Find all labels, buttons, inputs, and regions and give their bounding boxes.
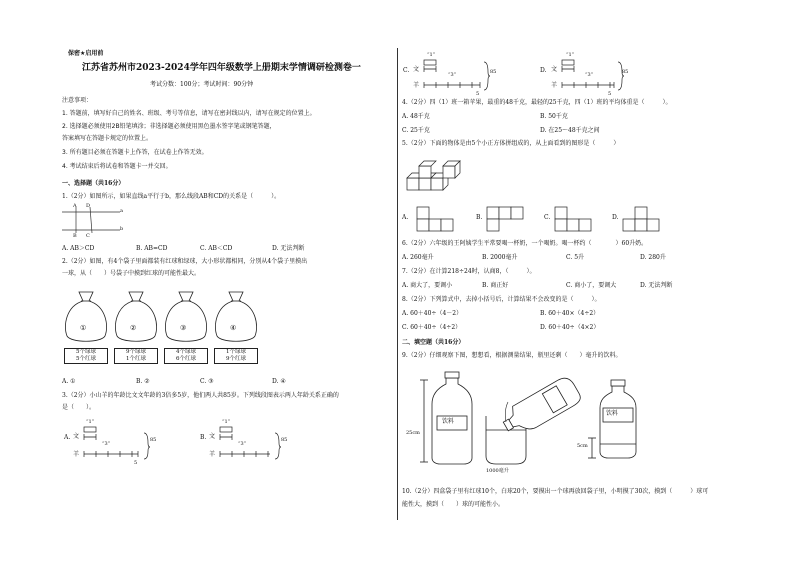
bag-number: ② [130,324,137,332]
q2-option-c[interactable]: C. ③ [200,378,214,385]
q2-option-d[interactable]: D. ④ [272,378,286,385]
q1-option-d[interactable]: D. 无法判断 [272,245,305,252]
q7-option-a[interactable]: A. 商大了，要调小 [402,282,453,289]
q4-option-c[interactable]: C. 25千克 [402,127,430,134]
notes-heading: 注意事项： [62,97,93,104]
note-item: 3. 所有题目必须在答题卡上作答，在试卷上作答无效。 [62,149,208,156]
question-10-stem-line1: 10.（2分）四盒袋子里有红球10个，白球20个，要摸出一个球再放回袋子里，小明摸了30次，摸到（ ）球可 [402,488,709,495]
drink-label-left: 饮料 [442,418,455,425]
page-title: 江苏省苏州市2023-2024学年四年级数学上册期末学情调研检测卷一 [82,63,361,73]
parallel-lines-figure [62,203,122,241]
question-7-stem: 7.（2分）在计算218÷24时，认商8，（ ）。 [402,268,536,275]
drink-label-right: 饮料 [606,410,619,417]
beaker-label-1000ml: 1000毫升 [486,468,509,474]
bag-icon [212,290,260,344]
question-4-stem: 4.（2分）四（1）班一箱苹果，最重的48千克，最轻的25千克，四（1）班的平均体重是（ ）。 [402,99,672,106]
q1-option-b[interactable]: B. AB=CD [136,245,168,252]
height-label-25cm: 25cm [406,430,420,436]
q6-option-d[interactable]: D. 280升 [640,254,666,261]
q8-option-d[interactable]: D. 60＋40÷（4×2） [540,324,600,331]
line-segment-diagram [560,58,630,96]
q8-option-b[interactable]: B. 60＋40×（4÷2） [540,310,600,317]
fig-label-a: A [73,203,77,209]
q6-option-a[interactable]: A. 260毫升 [402,254,434,261]
note-item: 4. 考试结束后将试卷和答题卡一并交回。 [62,163,172,170]
q2-option-b[interactable]: B. ② [136,378,150,385]
bag-label: 9个绿球 1个红球 [114,348,158,364]
note-item: 2. 选择题必须使用2B铅笔填涂；非选择题必须使用黑色墨水签字笔或钢笔答题， [62,123,276,130]
fig-label-line-b: b [120,226,124,232]
question-3-stem-line1: 3.（2分）小山羊的年龄比文文年龄的3倍多5岁，他们两人共85岁。下列线段图表示两人年龄关系正确的 [62,392,339,399]
q6-option-c[interactable]: C. 5升 [566,254,585,261]
question-6-stem: 6.（2分）六年级的王阿姨学生平常要喝一杯奶，一个喝奶。喝一杯约（ ）60升奶。 [402,240,648,247]
q2-option-a[interactable]: A. ① [62,378,76,385]
bag-icon [62,290,110,344]
question-5-stem: 5.（2分）下面的物体是由5个小正方体拼组成的，从上面看到的图形是（ ） [402,140,620,147]
height-label-5cm: 5cm [577,443,588,449]
q7-option-d[interactable]: D. 无法判断 [640,282,673,289]
bag-number: ④ [230,324,237,332]
fig-label-b: B [73,233,77,239]
q8-option-a[interactable]: A. 60＋40÷（4－2） [402,310,463,317]
question-3-stem-line2: 是（ ）。 [62,404,96,411]
line-segment-diagram [82,425,152,463]
q4-option-b[interactable]: B. 50千克 [540,113,568,120]
line-segment-diagram [422,58,492,96]
question-2-stem-line2: 一球，从（ ）号袋子中摸到红球的可能性最大。 [62,270,201,277]
question-10-stem-line2: 能性大，摸到（ ）球的可能性小。 [402,501,505,508]
bag-label: 5个绿球 5个红球 [64,348,108,364]
column-divider [397,48,398,520]
bag-number: ③ [180,324,187,332]
question-8-stem: 8.（2分）下列算式中，去掉小括号后，计算结果不会改变的是（ ）。 [402,296,601,303]
fig-label-d: D [86,203,91,209]
fig-label-line-a: a [120,208,123,214]
bag-icon [112,290,160,344]
top-view-shape [622,206,664,232]
q8-option-c[interactable]: C. 60＋40÷（4÷2） [402,324,462,331]
q6-option-b[interactable]: B. 2000毫升 [482,254,518,261]
q4-option-d[interactable]: D. 在25～48千克之间 [540,127,600,134]
note-item: 1. 答题前，填写好自己的姓名、班级、考号等信息，请写在密封线以内，请写在规定的位置上。 [62,110,316,117]
q7-option-c[interactable]: C. 商小了，要调大 [566,282,617,289]
top-view-shape [416,206,458,232]
question-9-stem: 9.（2分）仔细观察下图，想想看，根据测量结果，瓶里还剩（ ）毫升的饮料。 [402,352,622,359]
secret-mark: 保密★启用前 [68,50,104,57]
section-heading-fill: 二、填空题（共16分） [402,339,465,346]
q1-option-a[interactable]: A. AB＞CD [62,245,95,252]
line-segment-diagram [218,425,288,463]
bag-label: 4个绿球 6个红球 [164,348,208,364]
question-1-stem: 1.（2分）如图所示，如果直线a平行于b，那么线段AB和CD的关系是（ ）。 [62,193,281,200]
exam-info: 考试分数：100分；考试时间：90分钟 [150,81,254,88]
bag-label: 1个绿球 9个红球 [214,348,258,364]
bag-number: ① [80,324,87,332]
question-2-stem-line1: 2.（2分）如图，有4个袋子里面都装有红球和绿球，大小形状都相同，分别从4个袋子里摸出 [62,258,308,265]
q7-option-b[interactable]: B. 商正好 [482,282,509,289]
top-view-shape [486,206,528,232]
q1-option-c[interactable]: C. AB＜CD [200,245,233,252]
fig-label-c: C [86,233,90,239]
bag-icon [162,290,210,344]
q4-option-a[interactable]: A. 48千克 [402,113,430,120]
top-view-shape [554,206,596,232]
cube-stack-figure [405,160,465,196]
section-heading-choice: 一、选择题（共16分） [62,180,125,187]
note-item: 答案填写在答题卡规定的位置上。 [62,135,153,142]
